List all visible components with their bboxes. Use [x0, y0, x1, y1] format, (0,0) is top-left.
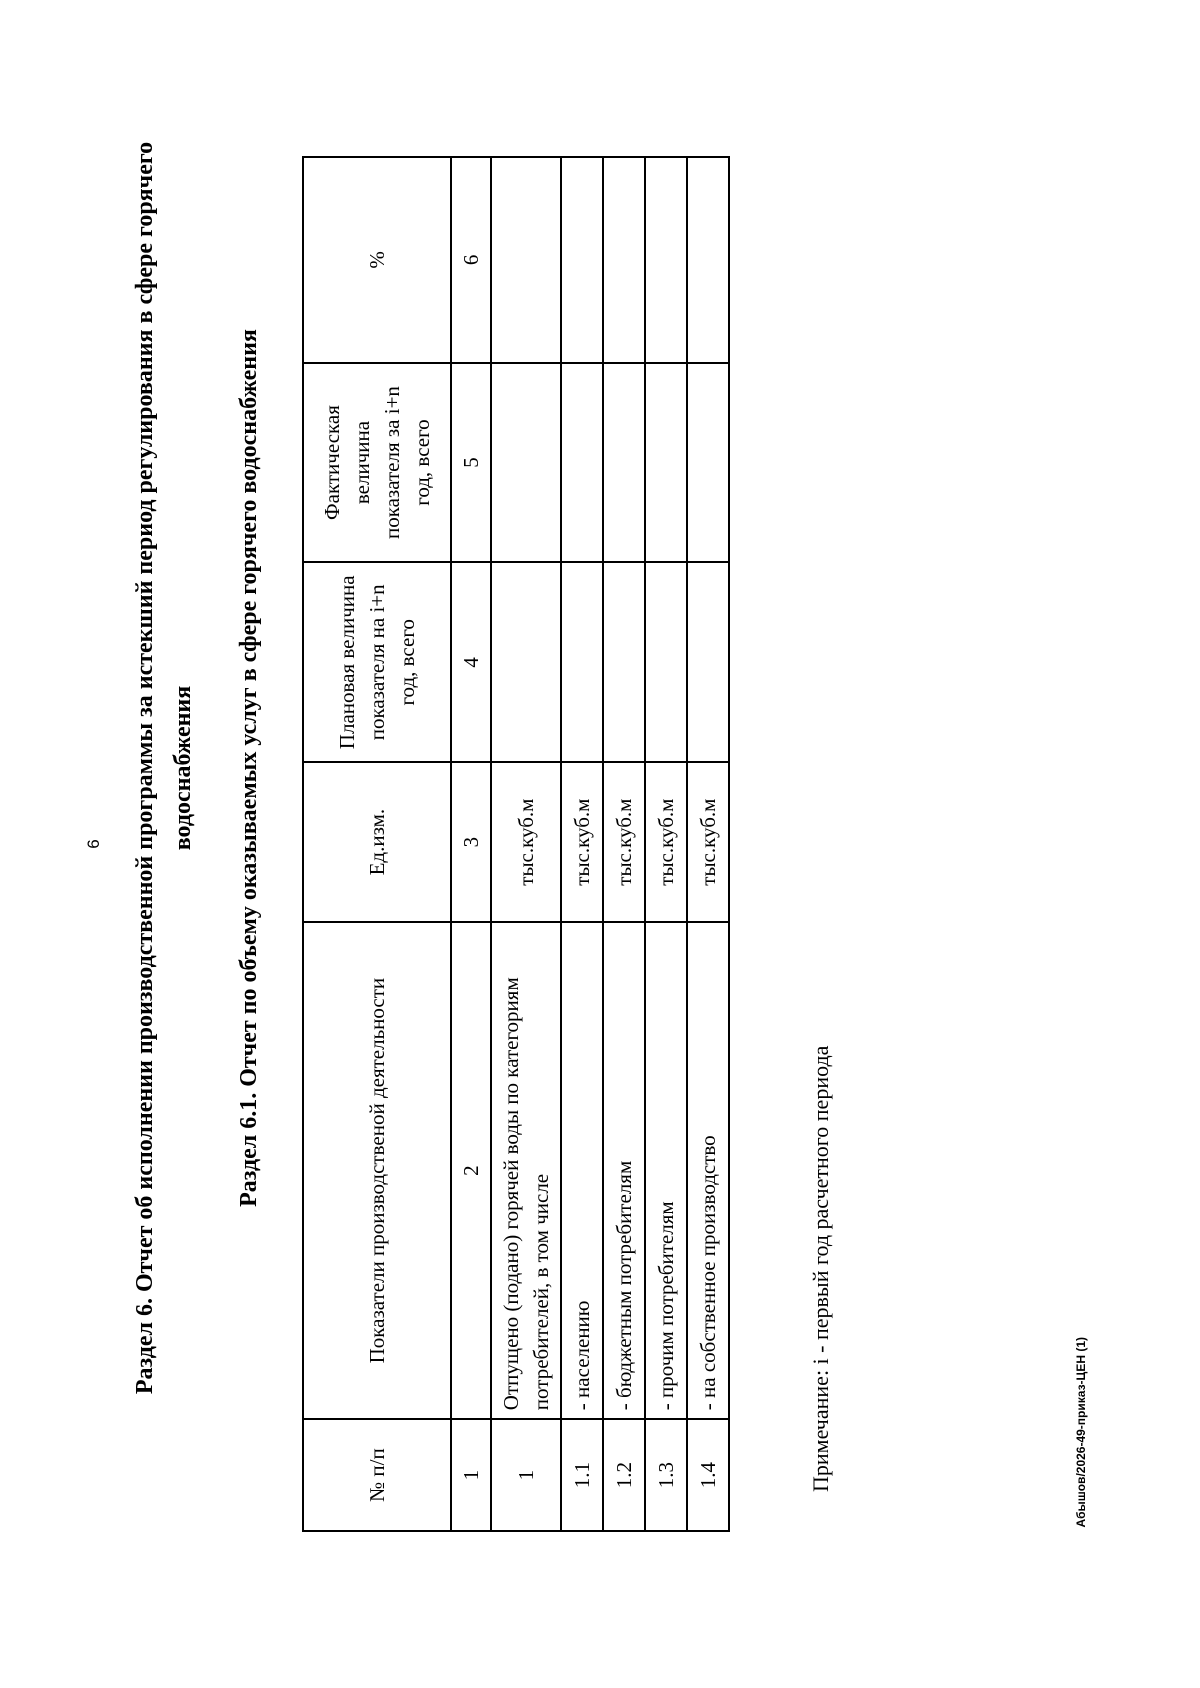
row-indicator: - на собственное производство: [687, 922, 729, 1419]
row-unit: тыс.куб.м: [687, 762, 729, 922]
row-indicator: - бюджетным потребителям: [603, 922, 645, 1419]
row-indicator: Отпущено (подано) горячей воды по категориям потребителей, в том числе: [491, 922, 561, 1419]
row-indicator: - прочим потребителям: [645, 922, 687, 1419]
subsection-title: Раздел 6.1. Отчет по объему оказываемых услуг в сфере горячего водоснабжения: [236, 329, 262, 1207]
row-number: 1: [491, 1419, 561, 1531]
row-fact: [687, 363, 729, 563]
column-number: 3: [451, 762, 491, 922]
table-row: [687, 157, 729, 1531]
row-percent: [603, 157, 645, 363]
header-no: № п/п: [303, 1419, 451, 1531]
row-number: 1.3: [645, 1419, 687, 1531]
row-unit: тыс.куб.м: [561, 762, 603, 922]
row-plan: [561, 562, 603, 762]
row-number: 1.4: [687, 1419, 729, 1531]
row-percent: [561, 157, 603, 363]
row-indicator: - населению: [561, 922, 603, 1419]
row-percent: [687, 157, 729, 363]
header-unit: Ед.изм.: [303, 762, 451, 922]
column-number: 6: [451, 157, 491, 363]
row-fact: [645, 363, 687, 563]
row-plan: [491, 562, 561, 762]
row-number: 1.2: [603, 1419, 645, 1531]
row-unit: тыс.куб.м: [645, 762, 687, 922]
page-number: 6: [84, 839, 103, 849]
table-row: [645, 157, 687, 1531]
row-plan: [687, 562, 729, 762]
row-number: 1.1: [561, 1419, 603, 1531]
row-fact: [603, 363, 645, 563]
row-plan: [603, 562, 645, 762]
header-plan: Плановая величина показателя на i+n год, всего: [303, 562, 451, 762]
column-number: 5: [451, 363, 491, 563]
report-table: [302, 156, 730, 1532]
header-percent: %: [303, 157, 451, 363]
header-fact: Фактическая величина показателя за i+n год, всего: [303, 363, 451, 563]
row-percent: [645, 157, 687, 363]
column-number: 4: [451, 562, 491, 762]
row-fact: [561, 363, 603, 563]
header-indicator: Показатели производственой деятельности: [303, 922, 451, 1419]
table-note: Примечание: i - первый год расчетного периода: [808, 1045, 833, 1492]
row-unit: тыс.куб.м: [491, 762, 561, 922]
section-title: Раздел 6. Отчет об исполнении производственной программы за истекший период регулирования в сфере горячего водоснабжения: [132, 141, 196, 1395]
table-row: [561, 157, 603, 1531]
row-unit: тыс.куб.м: [603, 762, 645, 922]
row-fact: [491, 363, 561, 563]
table-row: [491, 157, 561, 1531]
column-number: 2: [451, 922, 491, 1419]
column-number-row: [451, 157, 491, 1531]
row-plan: [645, 562, 687, 762]
row-percent: [491, 157, 561, 363]
table-header-row: [303, 157, 451, 1531]
table-row: [603, 157, 645, 1531]
document-reference: Абышов/2026-49-приказ-ЦЕН (1): [1074, 1337, 1088, 1528]
column-number: 1: [451, 1419, 491, 1531]
